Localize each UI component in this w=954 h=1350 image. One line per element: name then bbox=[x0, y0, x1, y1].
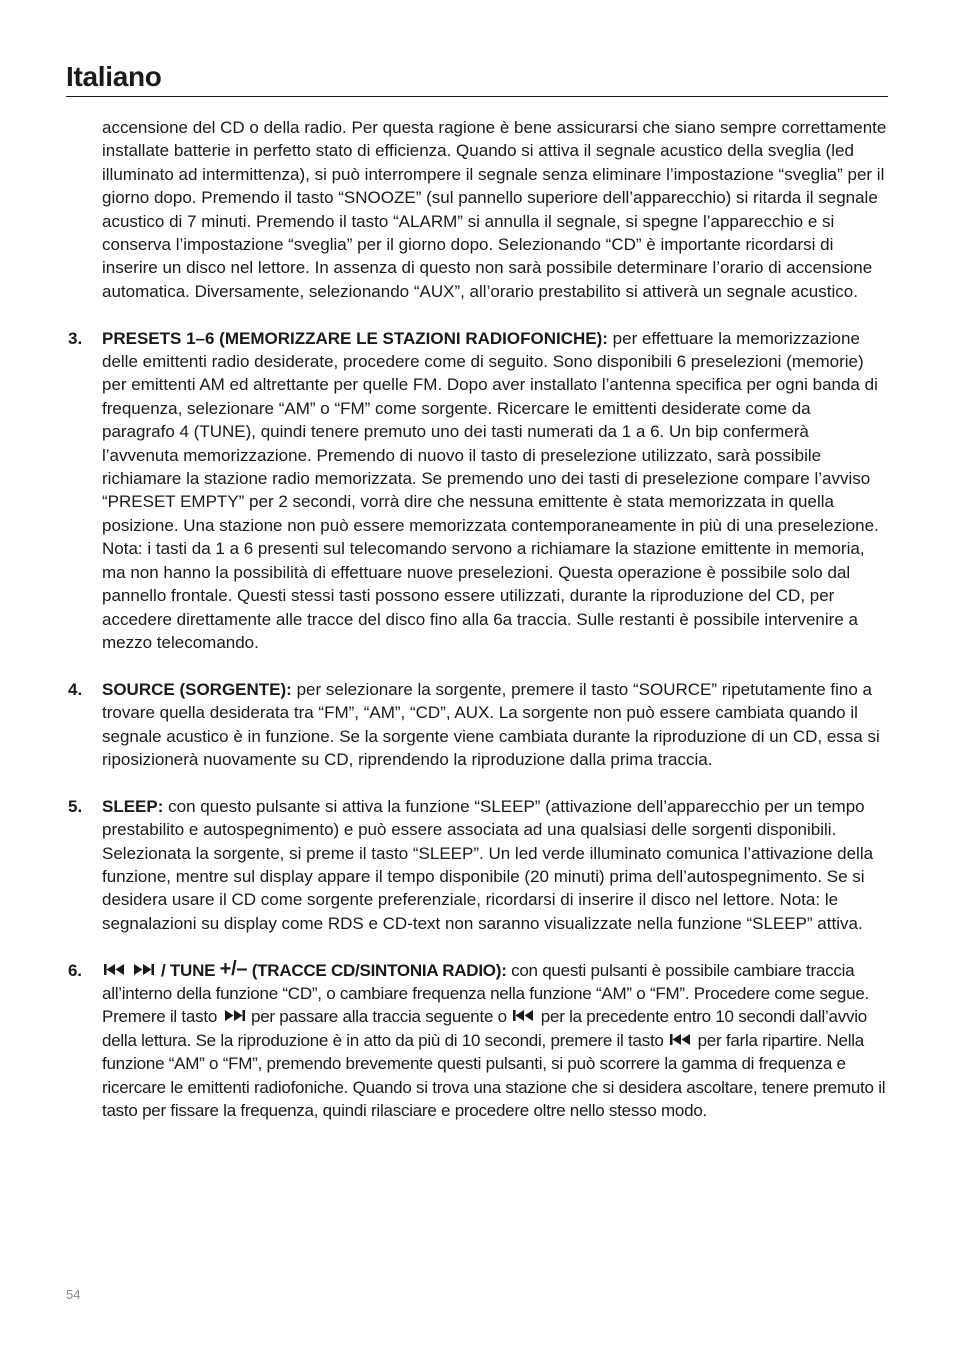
list-item-number: 5. bbox=[68, 796, 83, 816]
list-item-presets bbox=[66, 327, 888, 655]
skip-previous-icon bbox=[670, 1034, 691, 1045]
list-item-sleep bbox=[66, 795, 888, 935]
intro-paragraph: accensione del CD o della radio. Per questa ragione è bene assicurarsi che siano sempre correttamente installate batterie in perfetto stato di efficienza. Quando si attiva il segnale acustico della sveglia (led illuminato ad intermittenza), si può interrompere il segnale senza eliminare l’impostazione “sveglia” per il giorno dopo. Premendo il tasto “SNOOZE” (sul pannello superiore dell’apparecchio) si ritarda il segnale acustico di 7 minuti. Premendo il tasto “ALARM” si annulla il segnale, si spegne l’apparecchio e si conserva l’impostazione “sveglia” per il giorno dopo. Selezionando “CD” è importante ricordarsi di inserire un disco nel lettore. In assenza di questo non sarà possibile determinare l’orario di accensione automatica. Diversamente, selezionando “AUX”, all’orario prestabilito si attiverà un segnale acustico. bbox=[102, 118, 887, 301]
list-item-text: per effettuare la memorizzazione delle emittenti radio desiderate, procedere come di seguito. Sono disponibili 6 preselezioni (memorie) per emittenti AM ed altrettante per quelle FM. Dopo aver installato l’antenna specifica per ogni banda di frequenza, selezionare “AM” o “FM” come sorgente. Ricercare le emittenti desiderate come da paragrafo 4 (TUNE), quindi tenere premuto uno dei tasti numerati da 1 a 6. Un bip confermerà l’avvenuta memorizzazione. Premendo di nuovo il tasto di preselezione utilizzato, sarà possibile richiamare la stazione radio memorizzata. Se premendo uno dei tasti di preselezione compare l’avviso “PRESET EMPTY” per 2 secondi, vorrà dire che nessuna emittente è stata memorizzata in quella posizione. Una stazione non può essere memorizzata contemporaneamente in più di una preselezione. Nota: i tasti da 1 a 6 presenti sul telecomando servono a richiamare la stazione emittente in memoria, ma non hanno la possibilità di effettuare nuove preselezioni. Questa operazione è possibile solo dal pannello frontale. Questi stessi tasti possono essere utilizzati, durante la riproduzione del CD, per accedere direttamente alle tracce del disco fino alla 6a traccia. Sulle restanti è possibile intervenire a mezzo telecomando. bbox=[102, 328, 879, 652]
skip-next-icon bbox=[133, 964, 154, 975]
list-item-tune bbox=[66, 959, 888, 1123]
document-body bbox=[66, 116, 888, 1122]
page-header bbox=[66, 58, 888, 97]
list-item-text: con questo pulsante si attiva la funzione “SLEEP” (attivazione dell’apparecchio per un tempo prestabilito e autospegnimento) e può essere associata ad una qualsiasi delle sorgenti disponibili. Selezionata la sorgente, si preme il tasto “SLEEP”. Un led verde illuminato comunica l’attivazione della funzione, mentre sul display appare il tempo disponibile (20 minuti) prima dell’autospegnimento. Se si desidera usare il CD come sorgente preferenziale, ricordarsi di inserire il disco nel lettore. Nota: le segnalazioni su display come RDS e CD-text non saranno visualizzate nella funzione “SLEEP” attiva. bbox=[102, 796, 874, 933]
list-item-title-tune: / TUNE bbox=[160, 960, 220, 980]
list-item-text: per selezionare la sorgente, premere il tasto “SOURCE” ripetutamente fino a trovare quella desiderata tra “FM”, “AM”, “CD”, AUX. La sorgente non può essere cambiata quando il segnale acustico è in funzione. Se la sorgente viene cambiata durante la riproduzione di un CD, essa si riposizionerà nuovamente su CD, riprendendo la riproduzione dalla prima traccia. bbox=[102, 679, 880, 769]
list-item-text: con questi pulsanti è possibile cambiare traccia all’interno della funzione “CD”, o cambiare frequenza nella funzione “AM” o “FM”. Procedere come segue. Premere il tasto bbox=[102, 960, 870, 1027]
skip-next-icon bbox=[224, 1010, 245, 1021]
page-title: Italiano bbox=[66, 61, 162, 92]
list-item-text: per passare alla traccia seguente o bbox=[246, 1007, 512, 1027]
list-item-title-plus-minus: +/– bbox=[219, 957, 248, 980]
skip-previous-icon bbox=[513, 1010, 534, 1021]
list-item-source bbox=[66, 678, 888, 772]
list-item-text: per la precedente entro 10 secondi dall’avvio della lettura. Se la riproduzione è in atto da più di 10 secondi, premere il tasto bbox=[102, 1007, 867, 1050]
list-item-number: 4. bbox=[68, 679, 83, 699]
list-item-title: PRESETS 1–6 (MEMORIZZARE LE STAZIONI RADIOFONICHE): bbox=[102, 328, 608, 348]
list-item-number: 3. bbox=[68, 328, 83, 348]
list-item-title: SOURCE (SORGENTE): bbox=[102, 679, 292, 699]
list-item-number: 6. bbox=[68, 960, 82, 980]
list-item-text: per farla ripartire. Nella funzione “AM” o “FM”, premendo brevemente questi pulsanti, si può scorrere la gamma di frequenza e ricercare le emittenti radiofoniche. Quando si trova una stazione che si desidera ascoltare, tenere premuto il tasto per fissare la frequenza, quindi rilasciare e procedere oltre nello stesso modo. bbox=[102, 1030, 886, 1120]
list-item-title-tracks: (TRACCE CD/SINTONIA RADIO): bbox=[247, 960, 507, 980]
page-number: 54 bbox=[66, 1287, 81, 1302]
list-item-title: SLEEP: bbox=[102, 796, 164, 816]
skip-previous-icon bbox=[104, 964, 125, 975]
